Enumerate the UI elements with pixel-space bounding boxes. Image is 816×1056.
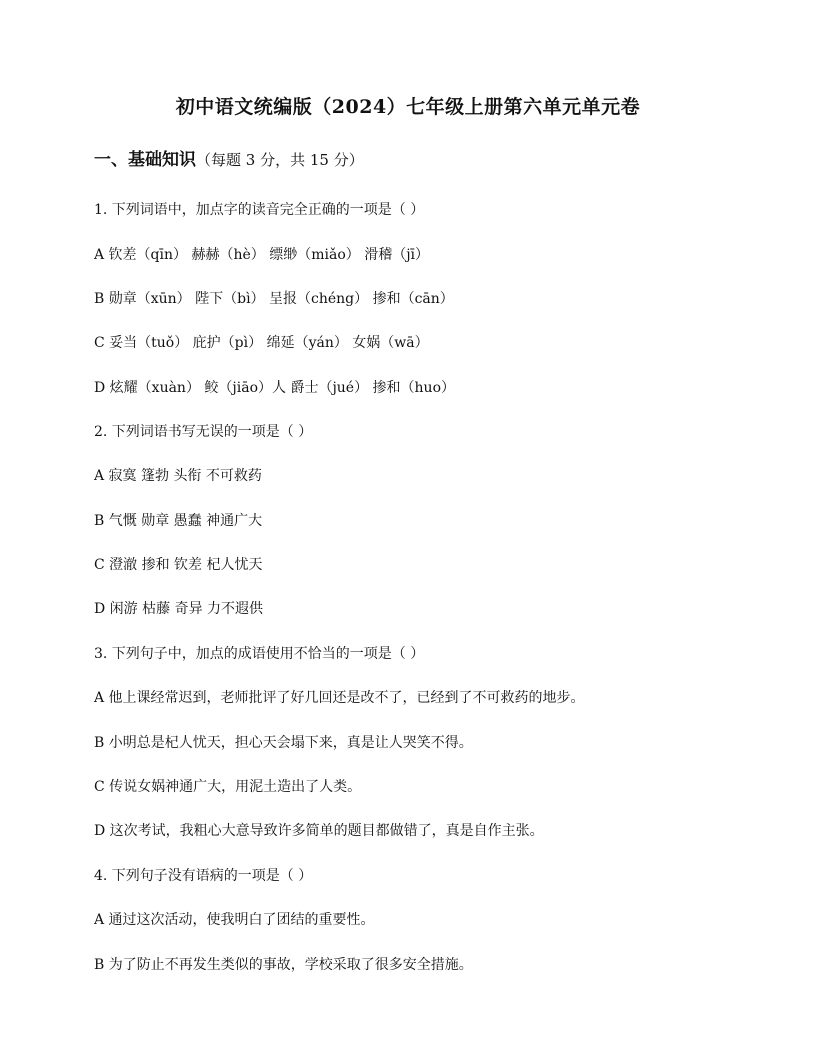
- page-title: 初中语文统编版（2024）七年级上册第六单元单元卷: [175, 96, 641, 118]
- question-3-option-b: B 小明总是杞人忧天，担心天会塌下来，真是让人哭笑不得。: [94, 735, 473, 751]
- question-2-option-c: C 澄澈 掺和 钦差 杞人忧天: [94, 557, 263, 573]
- question-3-option-a: A 他上课经常迟到，老师批评了好几回还是改不了，已经到了不可救药的地步。: [94, 690, 585, 706]
- section-score-note: （每题 3 分，共 15 分）: [196, 151, 364, 169]
- question-3-option-c: C 传说女娲神通广大，用泥土造出了人类。: [94, 779, 362, 795]
- question-4-option-b: B 为了防止不再发生类似的事故，学校采取了很多安全措施。: [94, 957, 473, 973]
- question-4-option-a: A 通过这次活动，使我明白了团结的重要性。: [94, 912, 375, 928]
- question-1-option-a: A 钦差（qīn） 赫赫（hè） 缥缈（miǎo） 滑稽（jī）: [94, 247, 430, 263]
- question-1-option-b: B 勋章（xūn） 陛下（bì） 呈报（chéng） 掺和（cān）: [94, 291, 454, 307]
- question-3: 3. 下列句子中，加点的成语使用不恰当的一项是（ ）: [94, 646, 425, 662]
- question-4: 4. 下列句子没有语病的一项是（ ）: [94, 868, 313, 884]
- question-2-option-d: D 闲游 枯藤 奇异 力不遐供: [94, 601, 264, 617]
- section-title: 一、基础知识: [94, 150, 196, 170]
- question-3-option-d: D 这次考试，我粗心大意导致许多简单的题目都做错了，真是自作主张。: [94, 823, 544, 839]
- question-1-option-d: D 炫耀（xuàn） 鲛（jiāo）人 爵士（jué） 掺和（huo）: [94, 380, 455, 396]
- question-1-option-c: C 妥当（tuǒ） 庇护（pì） 绵延（yán） 女娲（wā）: [94, 335, 429, 351]
- question-2-option-a: A 寂寞 篷勃 头衔 不可救药: [94, 468, 262, 484]
- section-heading: [94, 146, 364, 174]
- question-1: 1. 下列词语中，加点字的读音完全正确的一项是（ ）: [94, 202, 425, 218]
- question-2: 2. 下列词语书写无误的一项是（ ）: [94, 424, 313, 440]
- question-2-option-b: B 气慨 勋章 愚蠢 神通广大: [94, 513, 263, 529]
